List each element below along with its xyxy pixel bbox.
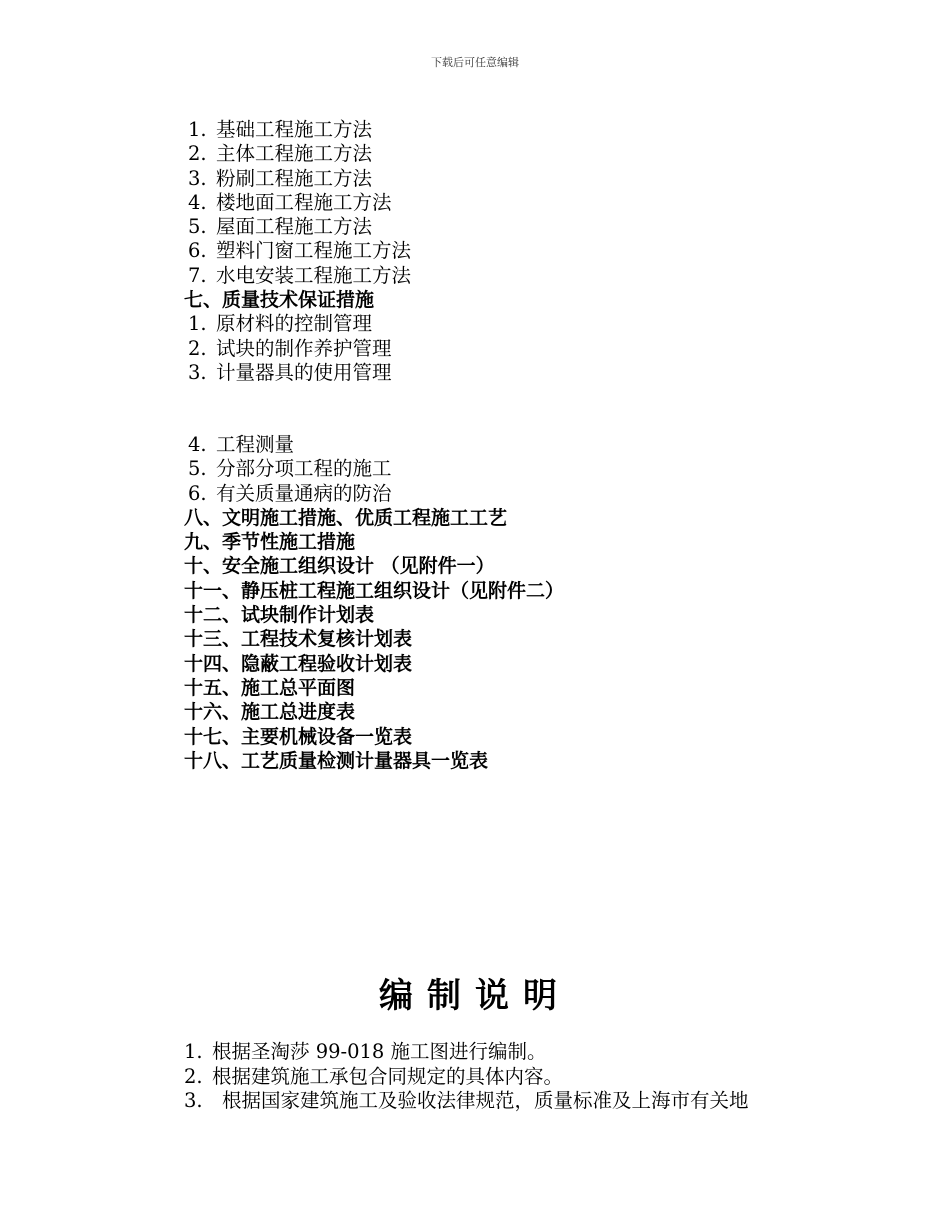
toc-item-number: 5.: [188, 215, 207, 239]
toc-item-number: 7.: [188, 263, 207, 287]
toc-item-text: 主体工程施工方法: [216, 142, 373, 166]
toc-item-number: 1.: [188, 118, 207, 141]
list-item-number: 2.: [184, 1064, 203, 1088]
toc-heading: 十三、工程技术复核计划表: [184, 628, 413, 651]
toc-item-number: 4.: [188, 433, 207, 456]
toc-item-number: 6.: [188, 481, 207, 505]
toc-heading: 十七、主要机械设备一览表: [184, 725, 413, 748]
toc-item-number: 3.: [188, 360, 207, 384]
table-of-contents-top: [184, 118, 804, 385]
toc-item: [184, 361, 804, 385]
list-item: [184, 1040, 884, 1065]
toc-heading: 十八、工艺质量检测计量器具一览表: [184, 749, 489, 772]
toc-item-text: 屋面工程施工方法: [216, 215, 373, 239]
toc-item: [184, 337, 804, 361]
toc-heading: 十五、施工总平面图: [184, 676, 356, 699]
toc-item-text: 塑料门窗工程施工方法: [216, 239, 412, 263]
toc-item-text: 工程测量: [216, 433, 295, 456]
toc-item-text: 楼地面工程施工方法: [216, 190, 392, 214]
toc-item: [184, 433, 804, 457]
toc-item-text: 有关质量通病的防治: [216, 481, 392, 505]
toc-item: [184, 457, 804, 481]
toc-heading: 十四、隐蔽工程验收计划表: [184, 652, 413, 675]
toc-heading: 十、安全施工组织设计 （见附件一）: [184, 555, 495, 578]
list-item-text: 根据圣淘莎 99-018 施工图进行编制。: [212, 1040, 547, 1063]
toc-item: [184, 312, 804, 336]
toc-item: [184, 215, 804, 239]
toc-item-number: 1.: [188, 312, 207, 336]
toc-heading: 十一、静压桩工程施工组织设计（见附件二）: [184, 579, 565, 602]
list-item-text: 根据国家建筑施工及验收法律规范，质量标准及上海市有关地: [222, 1089, 749, 1112]
list-item-number: 1.: [184, 1040, 203, 1063]
list-item: [184, 1089, 884, 1114]
list-item: [184, 1065, 884, 1090]
table-of-contents-bottom: [184, 433, 804, 773]
toc-item-number: 6.: [188, 239, 207, 263]
toc-item-text: 原材料的控制管理: [216, 312, 373, 336]
toc-item-text: 计量器具的使用管理: [216, 360, 392, 384]
toc-item-number: 4.: [188, 190, 207, 214]
toc-heading: 十二、试块制作计划表: [184, 604, 375, 627]
toc-item-number: 5.: [188, 457, 207, 481]
section-title: 编制说明: [379, 976, 571, 1016]
toc-item-text: 试块的制作养护管理: [216, 336, 392, 360]
toc-heading: 七、质量技术保证措施: [184, 289, 375, 312]
toc-heading: 十六、施工总进度表: [184, 701, 356, 724]
preparation-notes-list: [184, 1040, 884, 1114]
toc-item-text: 基础工程施工方法: [216, 118, 373, 141]
toc-item: [184, 118, 804, 142]
toc-item-number: 3.: [188, 166, 207, 190]
list-item-number: 3.: [184, 1089, 203, 1112]
toc-item: [184, 239, 804, 263]
toc-item-text: 分部分项工程的施工: [216, 457, 392, 481]
toc-heading: 八、文明施工措施、优质工程施工工艺: [184, 506, 508, 529]
toc-item-text: 粉刷工程施工方法: [216, 166, 373, 190]
page-header-note: 下载后可任意编辑: [431, 56, 519, 69]
toc-item-text: 水电安装工程施工方法: [216, 263, 412, 287]
toc-item-number: 2.: [188, 336, 207, 360]
list-item-text: 根据建筑施工承包合同规定的具体内容。: [212, 1064, 564, 1088]
toc-item-number: 2.: [188, 142, 207, 166]
toc-item: [184, 191, 804, 215]
toc-item: [184, 482, 804, 506]
toc-item: [184, 142, 804, 166]
toc-heading: 九、季节性施工措施: [184, 531, 356, 554]
toc-item: [184, 264, 804, 288]
toc-item: [184, 167, 804, 191]
